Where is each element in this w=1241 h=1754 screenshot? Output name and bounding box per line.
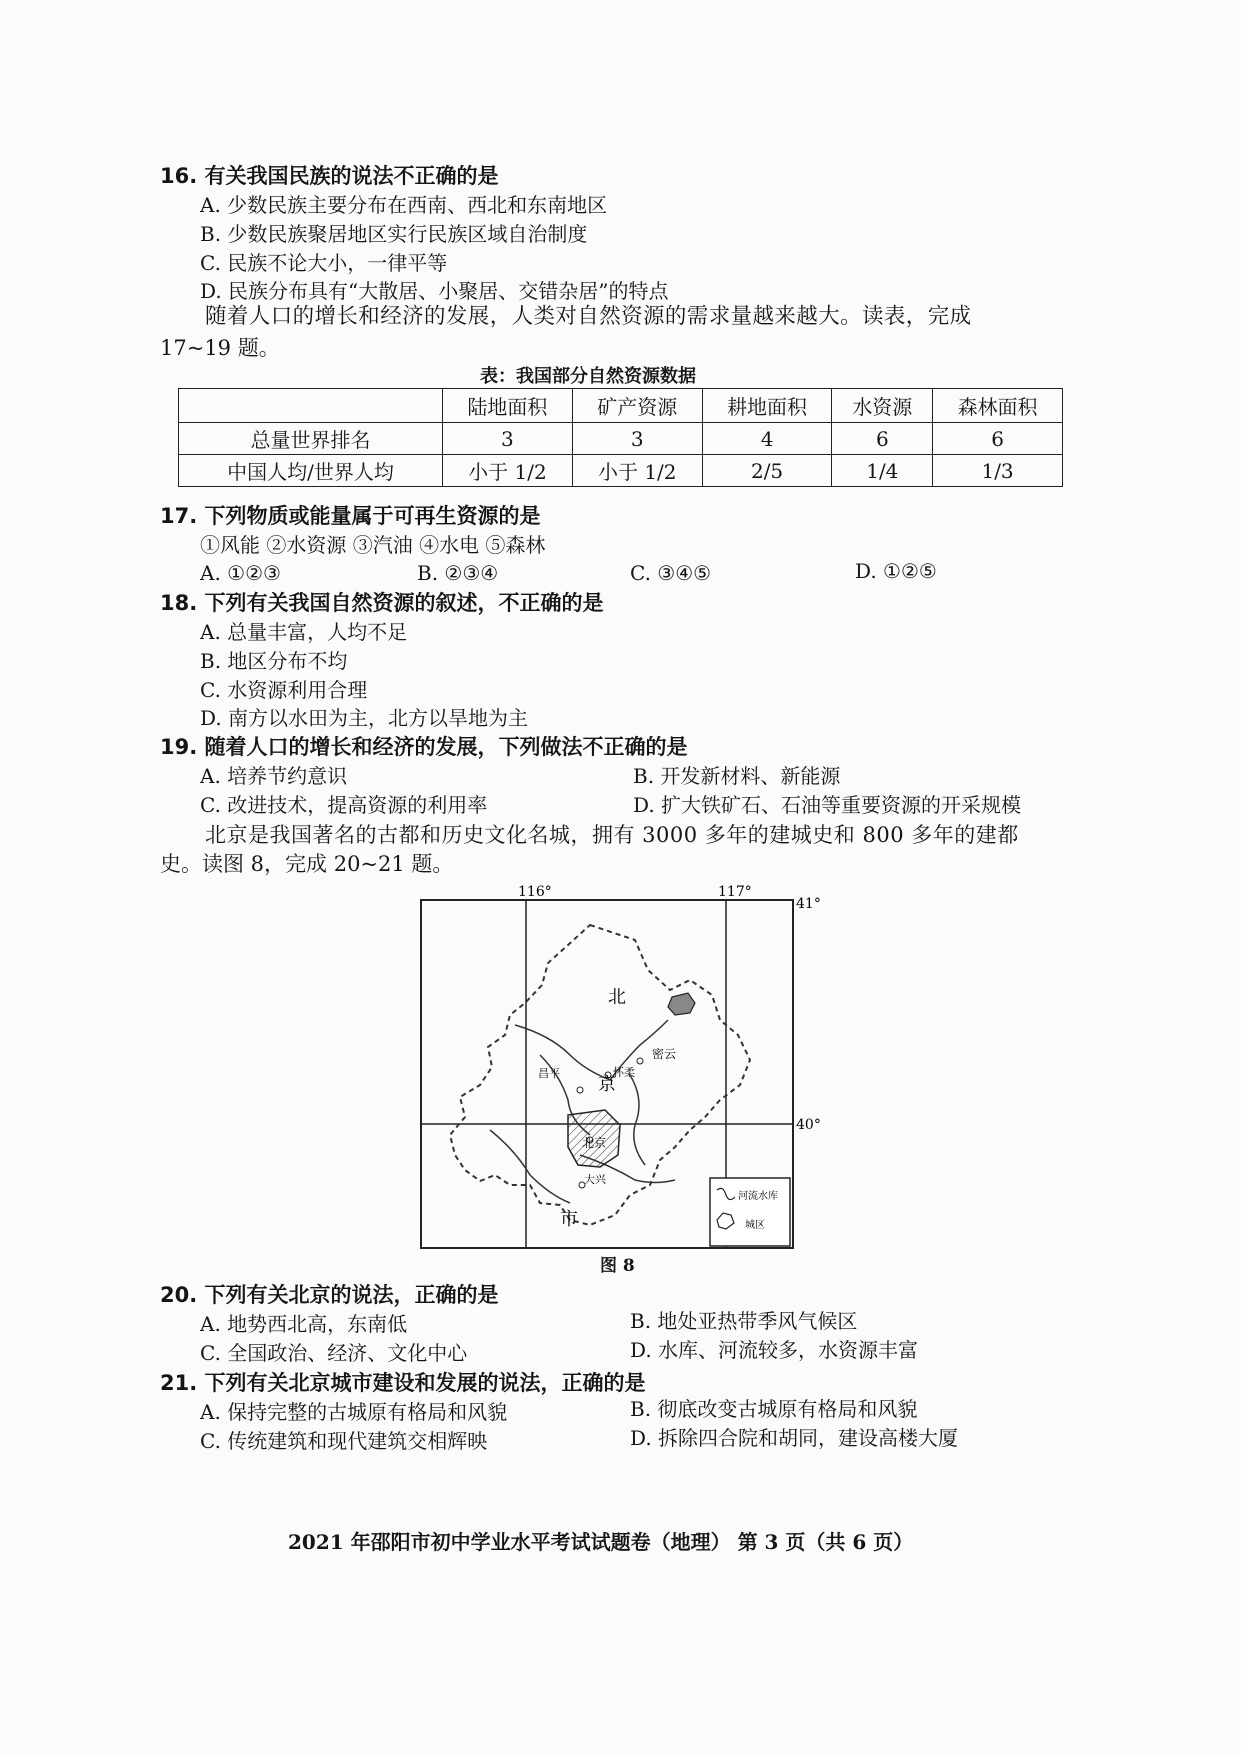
table-cell: 6 xyxy=(832,423,933,455)
lat-40-label: 40° xyxy=(796,1117,821,1133)
q18-option-b: B. 地区分布不均 xyxy=(200,649,348,673)
q20-option-c: C. 全国政治、经济、文化中心 xyxy=(200,1341,468,1365)
intro-20-line1: 北京是我国著名的古都和历史文化名城，拥有 3000 多年的建城史和 800 多年的建都 xyxy=(205,823,1019,847)
intro-17-line2: 17~19 题。 xyxy=(160,336,280,360)
map-char-shi: 市 xyxy=(560,1209,578,1230)
q17-option-c: C. ③④⑤ xyxy=(630,561,712,585)
q17-option-d: D. ①②⑤ xyxy=(855,559,937,583)
table-header-cell: 陆地面积 xyxy=(443,389,573,423)
lat-41-label: 41° xyxy=(796,896,821,912)
q16-option-a: A. 少数民族主要分布在西南、西北和东南地区 xyxy=(200,193,608,217)
resource-table xyxy=(178,388,1063,487)
q16-stem: 16. 有关我国民族的说法不正确的是 xyxy=(160,164,499,188)
legend-city-label: 城区 xyxy=(745,1220,765,1231)
lon-116-label: 116° xyxy=(518,884,552,900)
beijing-label: 北京 xyxy=(582,1136,607,1150)
q17-items: ①风能 ②水资源 ③汽油 ④水电 ⑤森林 xyxy=(200,533,546,557)
q19-option-b: B. 开发新材料、新能源 xyxy=(633,764,841,788)
table-header-row xyxy=(179,389,1063,423)
table-caption: 表：我国部分自然资源数据 xyxy=(480,366,696,387)
intro-17-line1: 随着人口的增长和经济的发展，人类对自然资源的需求量越来越大。读表，完成 xyxy=(205,304,972,329)
q19-option-c: C. 改进技术，提高资源的利用率 xyxy=(200,793,488,817)
q19-stem: 19. 随着人口的增长和经济的发展，下列做法不正确的是 xyxy=(160,735,688,759)
river-north xyxy=(515,1025,610,1080)
legend-river-label: 河流水库 xyxy=(738,1191,778,1202)
q19-option-a: A. 培养节约意识 xyxy=(200,764,348,788)
huairou-label: 怀柔 xyxy=(613,1066,635,1079)
q16-option-c: C. 民族不论大小，一律平等 xyxy=(200,251,448,275)
q18-option-a: A. 总量丰富，人均不足 xyxy=(200,620,408,644)
table-cell: 1/3 xyxy=(933,455,1063,487)
q16-option-d: D. 民族分布具有“大散居、小聚居、交错杂居”的特点 xyxy=(200,279,669,303)
lon-117-label: 117° xyxy=(718,884,752,900)
q20-stem: 20. 下列有关北京的说法，正确的是 xyxy=(160,1283,499,1307)
table-cell: 4 xyxy=(702,423,832,455)
q21-option-b: B. 彻底改变古城原有格局和风貌 xyxy=(630,1397,918,1421)
table-cell: 2/5 xyxy=(702,455,832,487)
table-cell: 中国人均/世界人均 xyxy=(179,455,443,487)
q21-option-c: C. 传统建筑和现代建筑交相辉映 xyxy=(200,1429,488,1453)
intro-20-line2: 史。读图 8，完成 20~21 题。 xyxy=(160,852,454,876)
beijing-map xyxy=(420,884,821,1250)
table-header-cell: 水资源 xyxy=(832,389,933,423)
changping-dot xyxy=(577,1087,583,1093)
q16-option-b: B. 少数民族聚居地区实行民族区域自治制度 xyxy=(200,222,588,246)
table-cell: 6 xyxy=(933,423,1063,455)
q20-option-a: A. 地势西北高，东南低 xyxy=(200,1312,408,1336)
table-header-cell xyxy=(179,389,443,423)
table-cell: 3 xyxy=(572,423,702,455)
table-cell: 小于 1/2 xyxy=(443,455,573,487)
daxing-label: 大兴 xyxy=(584,1173,606,1186)
table-header-cell: 森林面积 xyxy=(933,389,1063,423)
table-cell: 小于 1/2 xyxy=(572,455,702,487)
q21-option-d: D. 拆除四合院和胡同，建设高楼大厦 xyxy=(630,1426,959,1450)
changping-label: 昌平 xyxy=(538,1067,560,1080)
table-cell: 总量世界排名 xyxy=(179,423,443,455)
miyun-dot xyxy=(637,1058,643,1064)
q21-stem: 21. 下列有关北京城市建设和发展的说法，正确的是 xyxy=(160,1371,646,1395)
table-row xyxy=(179,423,1063,455)
table-cell: 1/4 xyxy=(832,455,933,487)
q20-option-d: D. 水库、河流较多，水资源丰富 xyxy=(630,1338,919,1362)
q18-option-d: D. 南方以水田为主，北方以旱地为主 xyxy=(200,706,529,730)
table-cell: 3 xyxy=(443,423,573,455)
q21-option-a: A. 保持完整的古城原有格局和风貌 xyxy=(200,1400,508,1424)
q19-option-d: D. 扩大铁矿石、石油等重要资源的开采规模 xyxy=(633,793,1022,817)
river-chaobai xyxy=(630,1075,645,1165)
table-row xyxy=(179,455,1063,487)
map-char-bei: 北 xyxy=(608,987,626,1008)
q17-stem: 17. 下列物质或能量属于可再生资源的是 xyxy=(160,504,541,528)
q20-option-b: B. 地处亚热带季风气候区 xyxy=(630,1309,858,1333)
map-char-jing: 京 xyxy=(598,1074,616,1095)
table-header-cell: 矿产资源 xyxy=(572,389,702,423)
miyun-label: 密云 xyxy=(652,1047,677,1061)
river-yongding xyxy=(490,1130,570,1203)
q18-stem: 18. 下列有关我国自然资源的叙述，不正确的是 xyxy=(160,591,604,615)
table-header-cell: 耕地面积 xyxy=(702,389,832,423)
miyun-reservoir xyxy=(668,993,695,1015)
q17-option-a: A. ①②③ xyxy=(200,561,281,585)
q18-option-c: C. 水资源利用合理 xyxy=(200,678,368,702)
page-footer: 2021 年邵阳市初中学业水平考试试题卷（地理） 第 3 页（共 6 页） xyxy=(288,1530,914,1554)
figure-caption: 图 8 xyxy=(600,1256,635,1276)
q17-option-b: B. ②③④ xyxy=(417,561,499,585)
